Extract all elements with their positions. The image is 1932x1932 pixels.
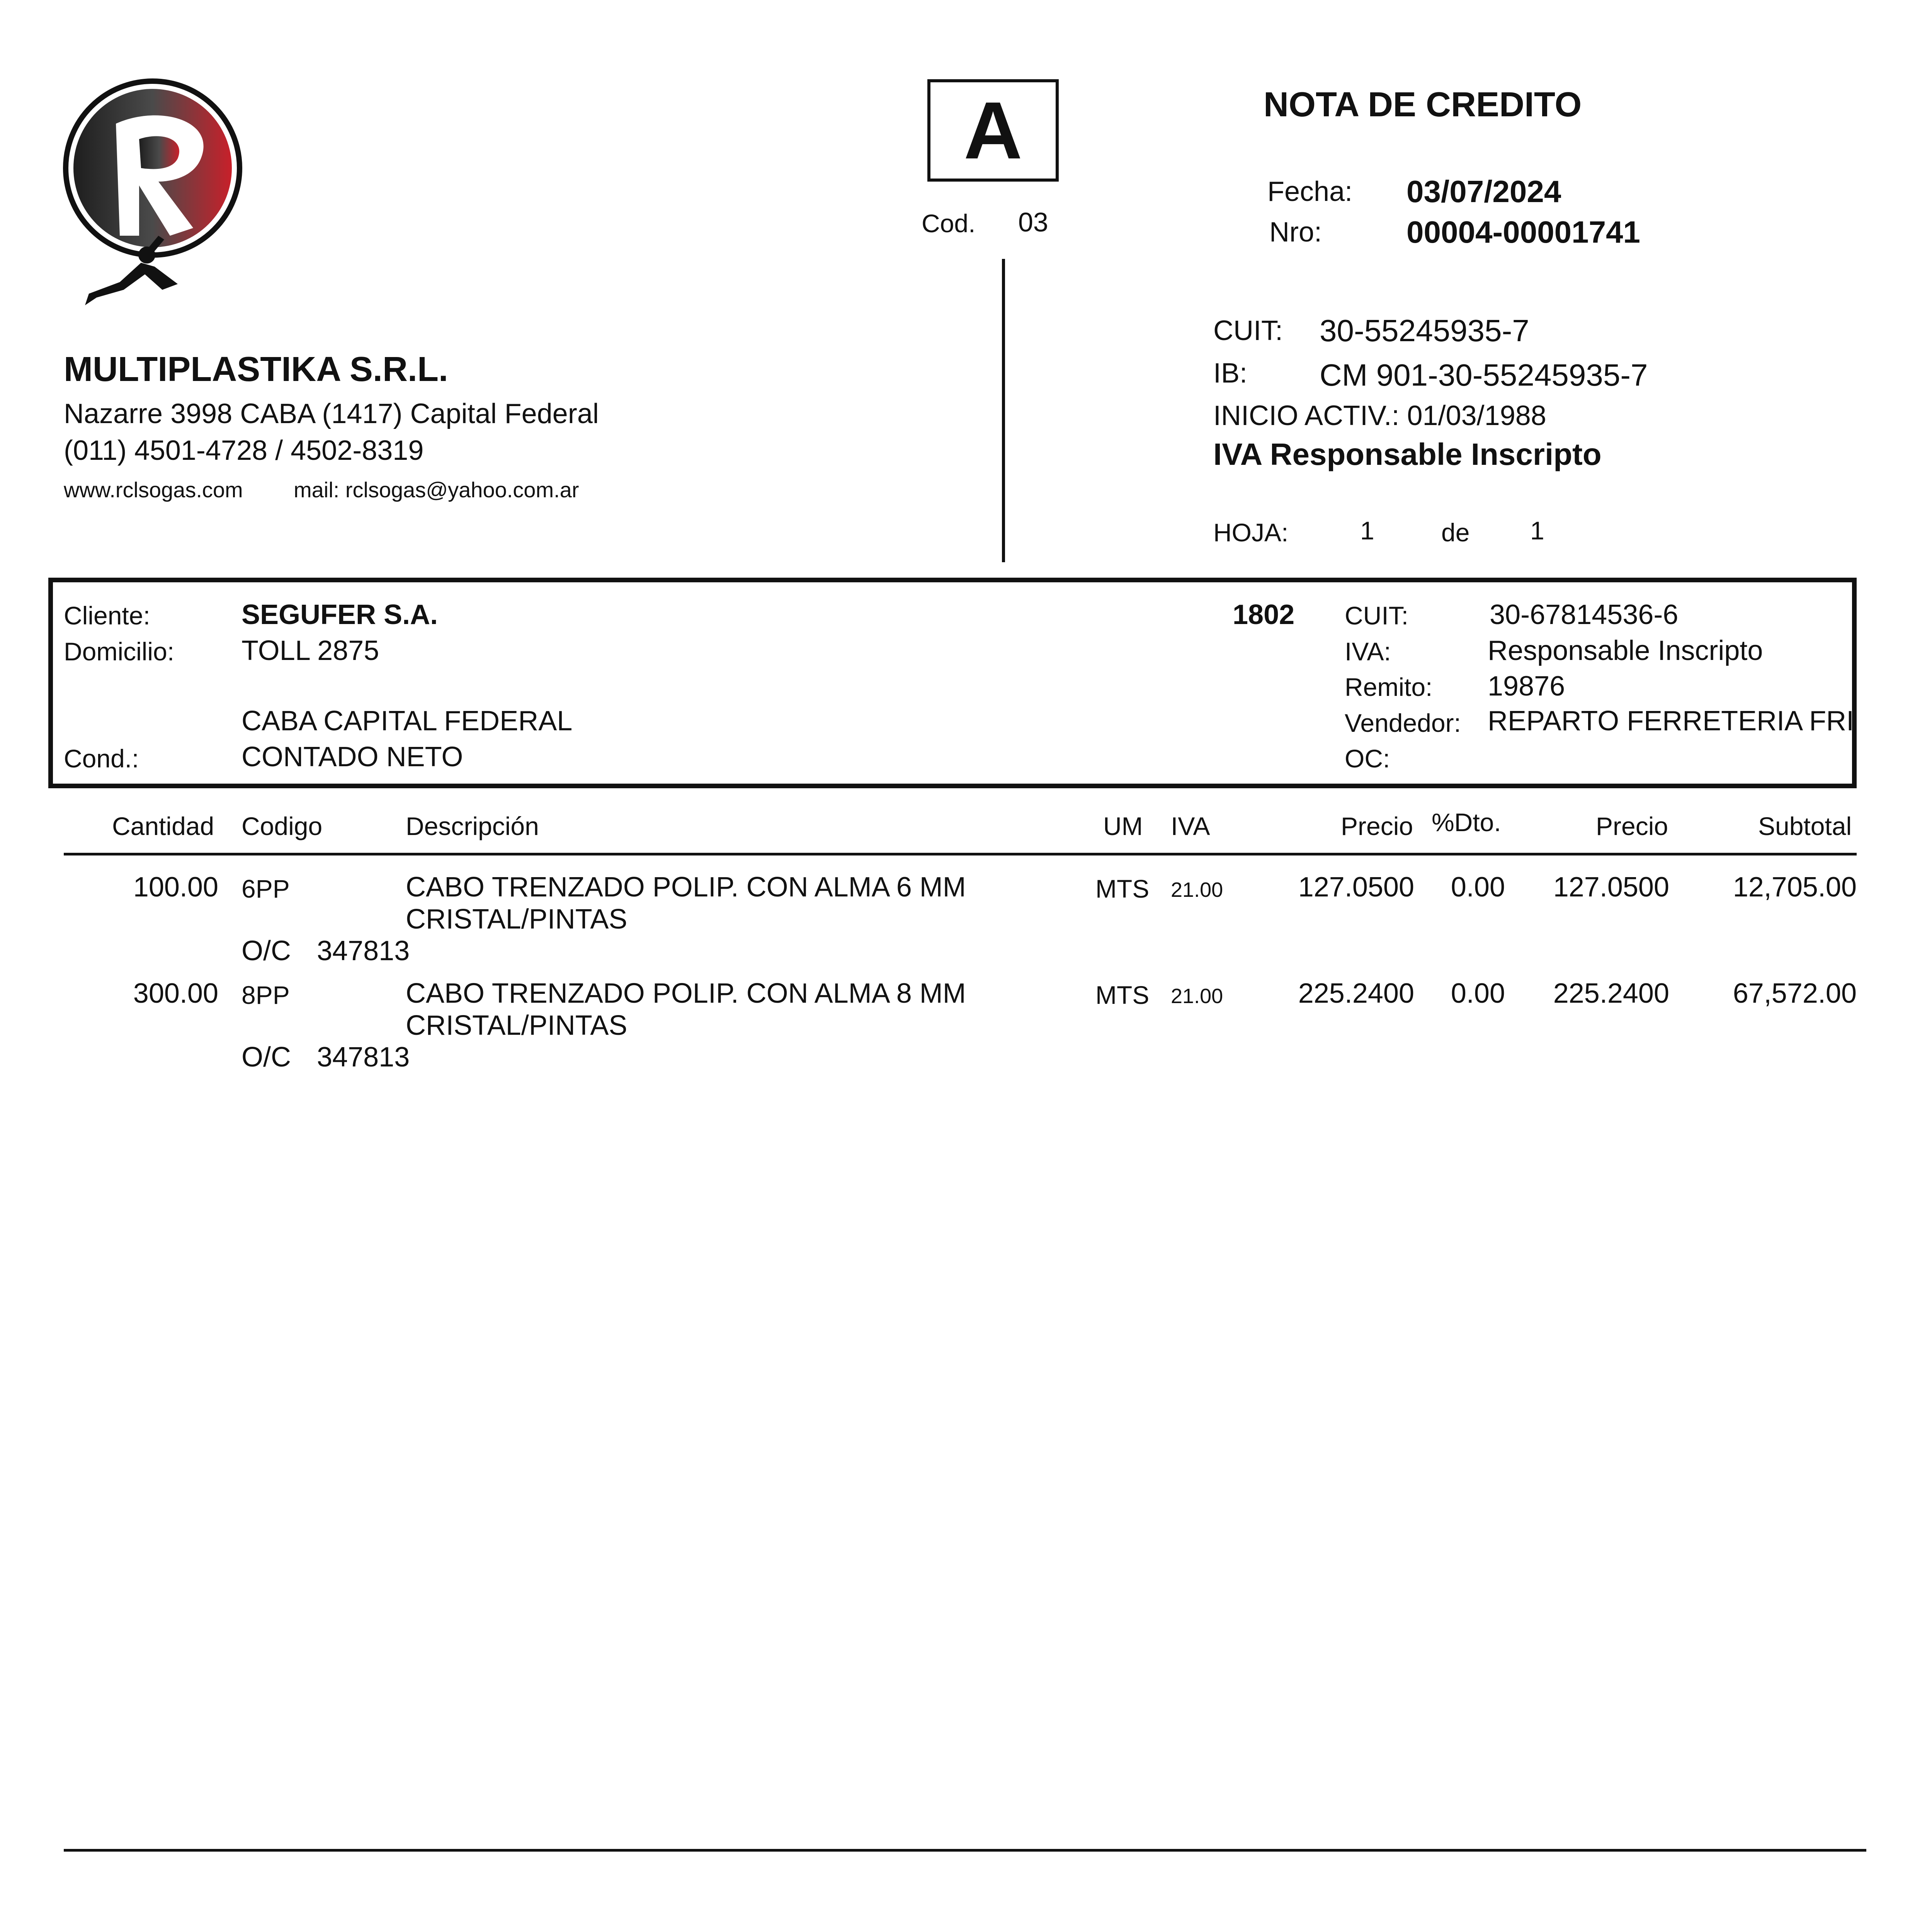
issuer-ib-value: CM 901-30-55245935-7 bbox=[1320, 358, 1648, 392]
de-value: 1 bbox=[1530, 516, 1544, 545]
row-codigo: 6PP bbox=[242, 874, 290, 903]
client-cuit-value: 30-67814536-6 bbox=[1490, 599, 1679, 630]
cod-value: 03 bbox=[1018, 207, 1048, 237]
col-precio: Precio bbox=[1341, 812, 1413, 840]
domicilio-value: TOLL 2875 bbox=[242, 635, 379, 666]
row-dto: 0.00 bbox=[1451, 872, 1505, 903]
invoice-letter-box bbox=[927, 79, 1059, 182]
cod-label: Cod. bbox=[922, 209, 976, 238]
row-precio: 225.2400 bbox=[1298, 978, 1414, 1009]
client-cuit-label: CUIT: bbox=[1345, 601, 1408, 630]
fecha-label: Fecha: bbox=[1267, 176, 1353, 207]
issuer-web: www.rclsogas.com bbox=[64, 478, 243, 502]
remito-label: Remito: bbox=[1345, 673, 1433, 701]
issuer-ib-label: IB: bbox=[1213, 358, 1248, 389]
row-dto: 0.00 bbox=[1451, 978, 1505, 1009]
col-dto: %Dto. bbox=[1432, 808, 1501, 837]
col-codigo: Codigo bbox=[242, 812, 323, 840]
row-um: MTS bbox=[1095, 981, 1150, 1009]
cond-value: CONTADO NETO bbox=[242, 742, 463, 772]
hoja-label: HOJA: bbox=[1213, 518, 1289, 547]
document-title: NOTA DE CREDITO bbox=[1264, 85, 1582, 124]
row-precio: 127.0500 bbox=[1298, 872, 1414, 903]
row-cantidad: 100.00 bbox=[133, 872, 218, 903]
oc-label: OC: bbox=[1345, 744, 1390, 773]
row-iva: 21.00 bbox=[1171, 985, 1223, 1008]
company-logo bbox=[62, 73, 243, 309]
client-city: CABA CAPITAL FEDERAL bbox=[242, 706, 573, 736]
cond-label: Cond.: bbox=[64, 744, 139, 773]
row-oc-label: O/C bbox=[242, 935, 291, 966]
row-descripcion: CABO TRENZADO POLIP. CON ALMA 6 MM bbox=[406, 872, 966, 903]
row-codigo: 8PP bbox=[242, 981, 290, 1009]
vendedor-label: Vendedor: bbox=[1345, 709, 1461, 737]
issuer-inicio: INICIO ACTIV.: 01/03/1988 bbox=[1213, 400, 1546, 431]
row-descripcion: CABO TRENZADO POLIP. CON ALMA 8 MM bbox=[406, 978, 966, 1009]
hoja-value: 1 bbox=[1360, 516, 1374, 545]
row-um: MTS bbox=[1095, 874, 1150, 903]
row-descripcion-2: CRISTAL/PINTAS bbox=[406, 1010, 628, 1041]
row-cantidad: 300.00 bbox=[133, 978, 218, 1009]
col-iva: IVA bbox=[1171, 812, 1210, 840]
row-precio2: 127.0500 bbox=[1553, 872, 1669, 903]
client-iva-value: Responsable Inscripto bbox=[1488, 635, 1763, 666]
client-iva-label: IVA: bbox=[1345, 637, 1391, 666]
row-subtotal: 67,572.00 bbox=[1733, 978, 1857, 1009]
header-divider bbox=[1002, 259, 1005, 562]
issuer-cuit-label: CUIT: bbox=[1213, 315, 1283, 346]
issuer-address: Nazarre 3998 CABA (1417) Capital Federal bbox=[64, 398, 599, 429]
issuer-mail: mail: rclsogas@yahoo.com.ar bbox=[294, 478, 579, 502]
row-descripcion-2: CRISTAL/PINTAS bbox=[406, 904, 628, 935]
row-oc-label: O/C bbox=[242, 1042, 291, 1073]
domicilio-label: Domicilio: bbox=[64, 637, 175, 666]
vendedor-value: REPARTO FERRETERIA FRI bbox=[1488, 706, 1854, 736]
nro-label: Nro: bbox=[1269, 217, 1322, 248]
col-subtotal: Subtotal bbox=[1758, 812, 1852, 840]
client-code: 1802 bbox=[1233, 599, 1295, 630]
col-descripcion: Descripción bbox=[406, 812, 539, 840]
de-label: de bbox=[1441, 518, 1470, 547]
invoice-letter: A bbox=[964, 85, 1022, 176]
footer-separator bbox=[64, 1849, 1866, 1852]
issuer-cuit-value: 30-55245935-7 bbox=[1320, 313, 1529, 348]
col-precio2: Precio bbox=[1596, 812, 1668, 840]
remito-value: 19876 bbox=[1488, 671, 1565, 702]
col-cantidad: Cantidad bbox=[112, 812, 214, 840]
issuer-name: MULTIPLASTIKA S.R.L. bbox=[64, 350, 448, 389]
table-header-line bbox=[64, 853, 1857, 855]
row-subtotal: 12,705.00 bbox=[1733, 872, 1857, 903]
nro-value: 00004-00001741 bbox=[1406, 215, 1641, 249]
issuer-phone: (011) 4501-4728 / 4502-8319 bbox=[64, 435, 424, 466]
row-precio2: 225.2400 bbox=[1553, 978, 1669, 1009]
col-um: UM bbox=[1103, 812, 1143, 840]
fecha-value: 03/07/2024 bbox=[1406, 174, 1561, 209]
cliente-label: Cliente: bbox=[64, 601, 150, 630]
row-iva: 21.00 bbox=[1171, 878, 1223, 901]
row-oc-value: 347813 bbox=[317, 1042, 410, 1073]
issuer-iva: IVA Responsable Inscripto bbox=[1213, 437, 1602, 471]
cliente-value: SEGUFER S.A. bbox=[242, 599, 438, 630]
row-oc-value: 347813 bbox=[317, 935, 410, 966]
